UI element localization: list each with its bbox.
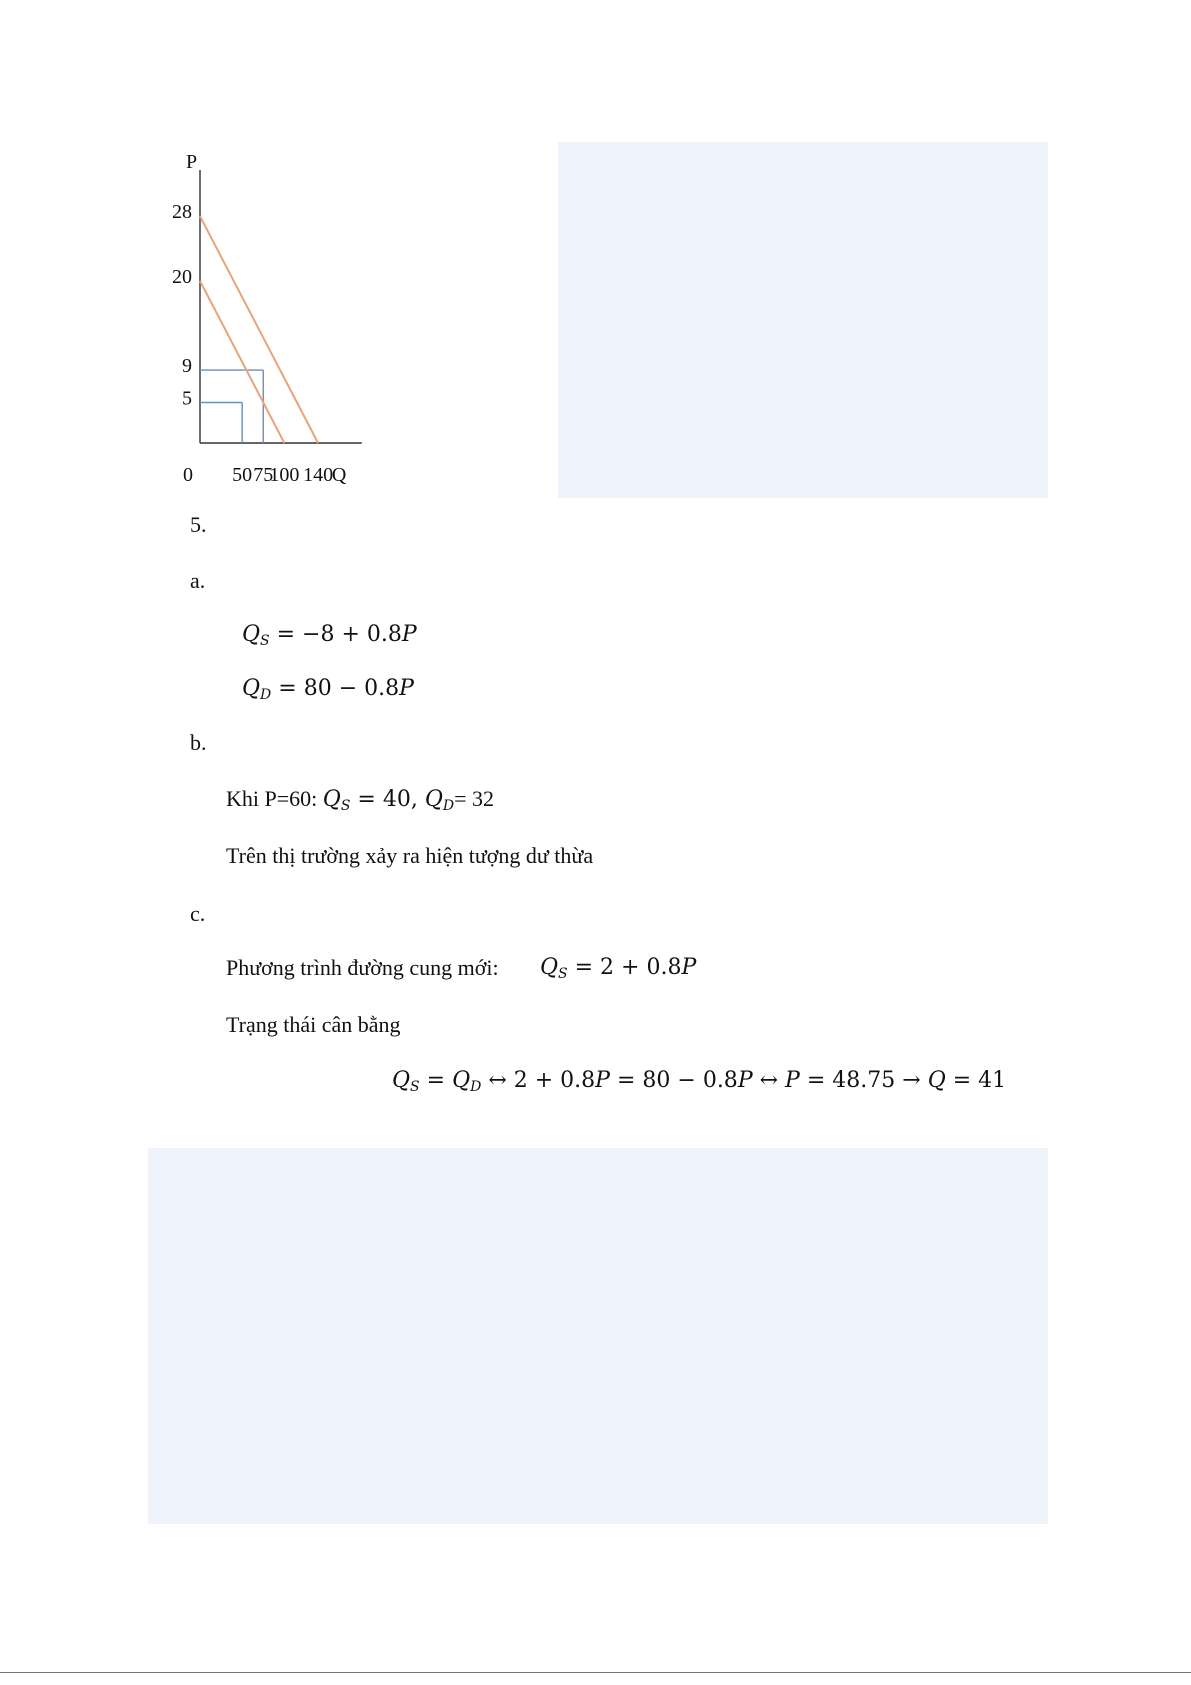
part-c-equilibrium-title: Trạng thái cân bằng [226,1012,401,1037]
part-a-label: a. [190,568,206,593]
chart-svg [168,148,508,500]
shaded-panel-bottom [148,1148,1048,1524]
part-c-equilibrium-eq: $Q_S = Q_D$ ↔ 2 + 0.8P = 80 − 0.8P ↔ P = 48.75 → Q = 41 [392,1068,1007,1095]
part-c-new-supply-eq: $Q_S = 2 + 0.8P$ [540,955,697,982]
question-number: 5. [190,512,207,537]
x-tick-140: 140 [303,464,334,486]
part-c-new-supply-label: Phương trình đường cung mới: [226,955,499,980]
demand-chart [168,148,508,500]
part-c-label: c. [190,901,206,926]
part-a-demand-eq: $Q_D = 80 - 0.8P$ [242,676,414,703]
part-b-label: b. [190,730,207,755]
y-tick-5: 5 [182,387,192,410]
x-tick-100: 100 [269,464,300,486]
x-tick-0: 0 [183,464,193,486]
x-tick-75: 75 [253,464,274,486]
y-tick-28: 28 [172,201,192,224]
shaded-panel-top [558,142,1048,498]
footer-rule [0,1672,1191,1673]
part-b-conclusion: Trên thị trường xảy ra hiện tượng dư thừa [226,843,594,868]
y-axis-label: P [186,151,198,173]
part-a-supply-eq: $Q_S = -8 + 0.8P$ [242,622,417,649]
x-axis-label: Q [331,464,347,486]
demand-line-1 [200,216,318,443]
part-b-prices: Khi P=60: $Q_S = 40$, $Q_D= 32$ [226,786,495,814]
x-tick-50: 50 [232,464,253,486]
y-tick-9: 9 [182,355,192,378]
y-tick-20: 20 [172,266,192,288]
